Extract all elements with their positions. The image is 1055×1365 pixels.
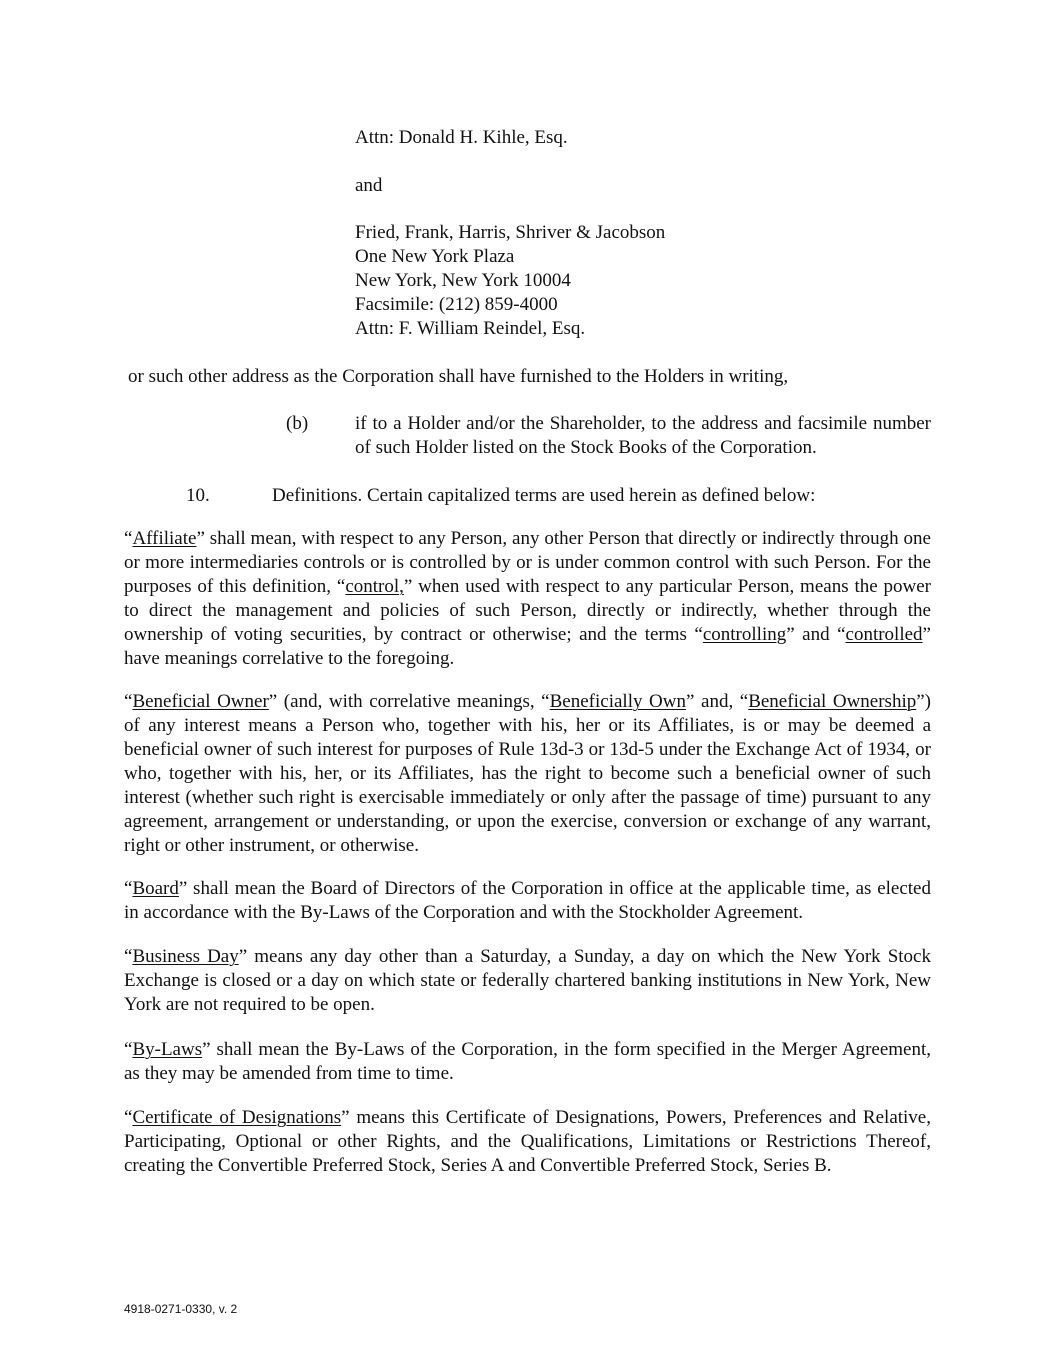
- other-address-text: or such other address as the Corporation shall have furnished to the Holders in writing,: [128, 366, 789, 387]
- definition-business-day: [124, 945, 931, 1017]
- defined-term-controlling: controlling: [702, 624, 787, 645]
- definition-text: ”) of any interest means a Person who, together with his, her or its Affiliates, is or may be deemed a beneficial owner of such interest for purposes of Rule 13d-3 or 13d-5 under the Exchange Act of 1934, or who, together with his, her, or its Affiliates, has the right to become such a beneficial owner of such interest (whether such right is exercisable immediately or only after the passage of time) pursuant to any agreement, arrangement or understanding, or upon the exercise, conversion or exchange of any warrant, right or other instrument, or otherwise.: [124, 691, 931, 856]
- definition-text: ” (and, with correlative meanings, “: [268, 691, 550, 712]
- firm-street: One New York Plaza: [355, 246, 515, 267]
- firm-fax: Facsimile: (212) 859-4000: [355, 294, 558, 315]
- definition-text: ” shall mean, with respect to any Person, any other Person that directly or indirectly through one or more intermediaries controls or is controlled by or is under common control with such Person. For the purposes of this definition, “: [124, 528, 931, 597]
- definition-certificate-of-designations: [124, 1106, 931, 1178]
- connector-text: and: [355, 175, 383, 196]
- attn-line-second: Attn: F. William Reindel, Esq.: [355, 318, 586, 339]
- definition-by-laws: [124, 1038, 931, 1086]
- quote-open: “: [124, 691, 133, 712]
- definition-board: [124, 877, 931, 925]
- firm-address-block: [355, 221, 665, 341]
- item-b-label: (b): [286, 413, 309, 434]
- defined-term-certificate-of-designations: Certificate of Designations: [132, 1107, 342, 1128]
- defined-term-controlled: controlled: [845, 624, 923, 645]
- firm-city: New York, New York 10004: [355, 270, 571, 291]
- definition-text: ” shall mean the Board of Directors of the Corporation in office at the applicable time, as elected in accordance with the By-Laws of the Corporation and with the Stockholder Agreement.: [124, 878, 931, 923]
- section-heading: Definitions. Certain capitalized terms are used herein as defined below:: [272, 485, 816, 506]
- definition-beneficial-owner: [124, 690, 931, 858]
- defined-term-beneficial-ownership: Beneficial Ownership: [748, 691, 917, 712]
- attention-block: [355, 126, 568, 150]
- item-b-text: if to a Holder and/or the Shareholder, to the address and facsimile number of such Holder listed on the Stock Books of the Corporation.: [355, 413, 931, 458]
- definition-text: ” means any day other than a Saturday, a Sunday, a day on which the New York Stock Exchange is closed or a day on which state or federally chartered banking institutions in New York, New York are not required to be open.: [124, 946, 931, 1015]
- defined-term-affiliate: Affiliate: [132, 528, 197, 549]
- definition-affiliate: [124, 527, 931, 671]
- definition-text: ” have meanings correlative to the foregoing.: [124, 624, 931, 669]
- defined-term-beneficial-owner: Beneficial Owner: [132, 691, 269, 712]
- defined-term-board: Board: [132, 878, 179, 899]
- definition-text: ” and “: [786, 624, 846, 645]
- defined-term-business-day: Business Day: [132, 946, 239, 967]
- quote-open: “: [124, 1039, 133, 1060]
- defined-term-by-laws: By-Laws: [132, 1039, 203, 1060]
- attn-line-first: Attn: Donald H. Kihle, Esq.: [355, 127, 568, 148]
- document-id-footer: 4918-0271-0330, v. 2: [124, 1302, 238, 1316]
- firm-name: Fried, Frank, Harris, Shriver & Jacobson: [355, 222, 666, 243]
- defined-term-control: control,: [345, 576, 404, 597]
- definition-text: ” means this Certificate of Designations, Powers, Preferences and Relative, Participating, Optional or other Rights, and the Qualifications, Limitations or Restrictions Thereof, creating the Convertible Preferred Stock, Series A and Convertible Preferred Stock, Series B.: [124, 1107, 931, 1176]
- quote-open: “: [124, 946, 133, 967]
- quote-open: “: [124, 878, 133, 899]
- quote-open: “: [124, 528, 133, 549]
- defined-term-beneficially-own: Beneficially Own: [549, 691, 686, 712]
- definition-text: ” when used with respect to any particular Person, means the power to direct the management and policies of such Person, directly or indirectly, whether through the ownership of voting securities, by contract or otherwise; and the terms “: [124, 576, 931, 645]
- definition-text: ” and, “: [686, 691, 749, 712]
- quote-open: “: [124, 1107, 133, 1128]
- and-connector: [355, 174, 382, 198]
- definition-text: ” shall mean the By-Laws of the Corporation, in the form specified in the Merger Agreement, as they may be amended from time to time.: [124, 1039, 931, 1084]
- section-number: 10.: [186, 485, 210, 506]
